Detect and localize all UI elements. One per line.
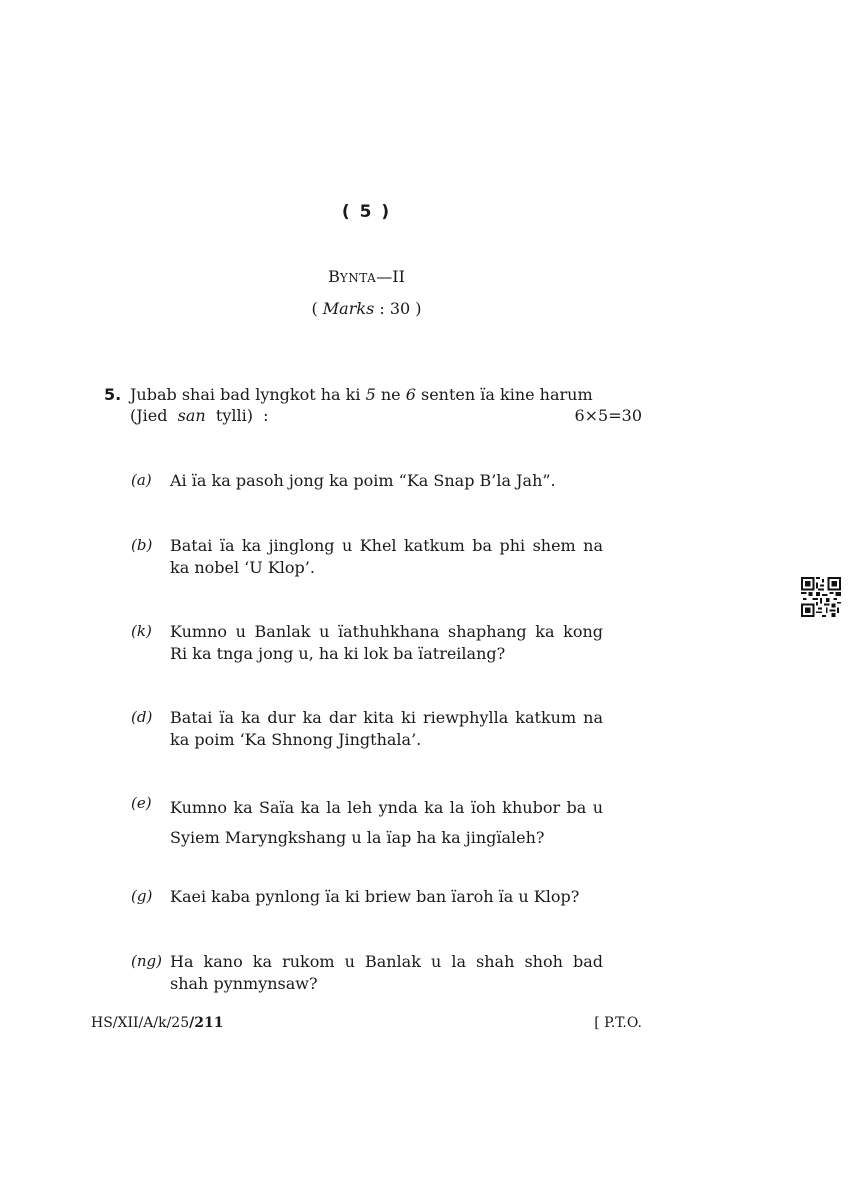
sub-question-label: (e)	[131, 794, 152, 812]
qr-code-icon	[801, 577, 841, 617]
sub-question-label: (b)	[131, 536, 153, 554]
q2-pre: (Jied	[130, 406, 178, 425]
sub-question-line: Ai ïa ka pasoh jong ka poim “Ka Snap B’la Jah”.	[170, 471, 556, 490]
q2-post: tylli) :	[205, 406, 269, 425]
sub-question-label: (a)	[131, 471, 152, 489]
sub-question-line: Batai ïa ka jinglong u Khel katkum ba phi shem na	[170, 536, 603, 555]
pto-label: [ P.T.O.	[594, 1015, 642, 1031]
sub-question-label: (d)	[131, 708, 153, 726]
section-title-smallcaps: YNTA	[339, 271, 377, 285]
sub-question-label: (g)	[131, 887, 153, 905]
sub-question-line: Ha kano ka rukom u Banlak u la shah shoh bad	[170, 952, 603, 971]
q1-n1: 5	[365, 385, 376, 404]
sub-question-line: ka nobel ‘U Klop’.	[170, 558, 315, 577]
sub-question-line: Kaei kaba pynlong ïa ki briew ban ïaroh ïa u Klop?	[170, 887, 580, 906]
sub-question-text	[170, 707, 603, 751]
question-number: 5.	[104, 385, 122, 404]
section-title-prefix: B	[328, 267, 340, 286]
question-instruction-line1	[130, 385, 593, 404]
marks-open: (	[311, 299, 323, 318]
section-title	[0, 267, 733, 286]
q1-mid: ne	[375, 385, 406, 404]
paper-code-bold: /211	[189, 1015, 224, 1031]
sub-question-line: Batai ïa ka dur ka dar kita ki riewphylla katkum na	[170, 708, 603, 727]
question-instruction-line2	[130, 406, 269, 425]
paper-code-prefix: HS/XII/A/k/25	[91, 1015, 190, 1031]
sub-question-text	[170, 535, 603, 579]
paper-code	[91, 1015, 223, 1031]
section-title-suffix: —II	[376, 267, 405, 286]
sub-question-line: Kumno u Banlak u ïathuhkhana shaphang ka kong	[170, 622, 603, 641]
sub-question-line: shah pynmynsaw?	[170, 974, 318, 993]
sub-question-label: (ng)	[131, 952, 162, 970]
page-number: ( 5 )	[341, 202, 392, 222]
sub-question-line: Kumno ka Saïa ka la leh ynda ka la ïoh khubor ba u	[170, 798, 603, 817]
sub-question-text	[170, 470, 603, 492]
section-marks	[0, 299, 733, 318]
sub-question-text	[170, 621, 603, 665]
sub-question-line: ka poim ‘Ka Shnong Jingthala’.	[170, 730, 422, 749]
question-marks: 6×5=30	[574, 406, 642, 425]
sub-question-line: Ri ka tnga jong u, ha ki lok ba ïatreilang?	[170, 644, 506, 663]
sub-question-text	[170, 886, 603, 908]
marks-label: Marks	[322, 299, 375, 318]
marks-rest: : 30 )	[374, 299, 422, 318]
q2-em: san	[177, 406, 206, 425]
sub-question-line: Syiem Maryngkshang u la ïap ha ka jingïaleh?	[170, 828, 545, 847]
sub-question-label: (k)	[131, 622, 152, 640]
q1-n2: 6	[405, 385, 416, 404]
sub-question-text	[170, 793, 603, 853]
sub-question-text	[170, 951, 603, 995]
q1-pre: Jubab shai bad lyngkot ha ki	[130, 385, 366, 404]
q1-post: senten ïa kine harum	[415, 385, 593, 404]
